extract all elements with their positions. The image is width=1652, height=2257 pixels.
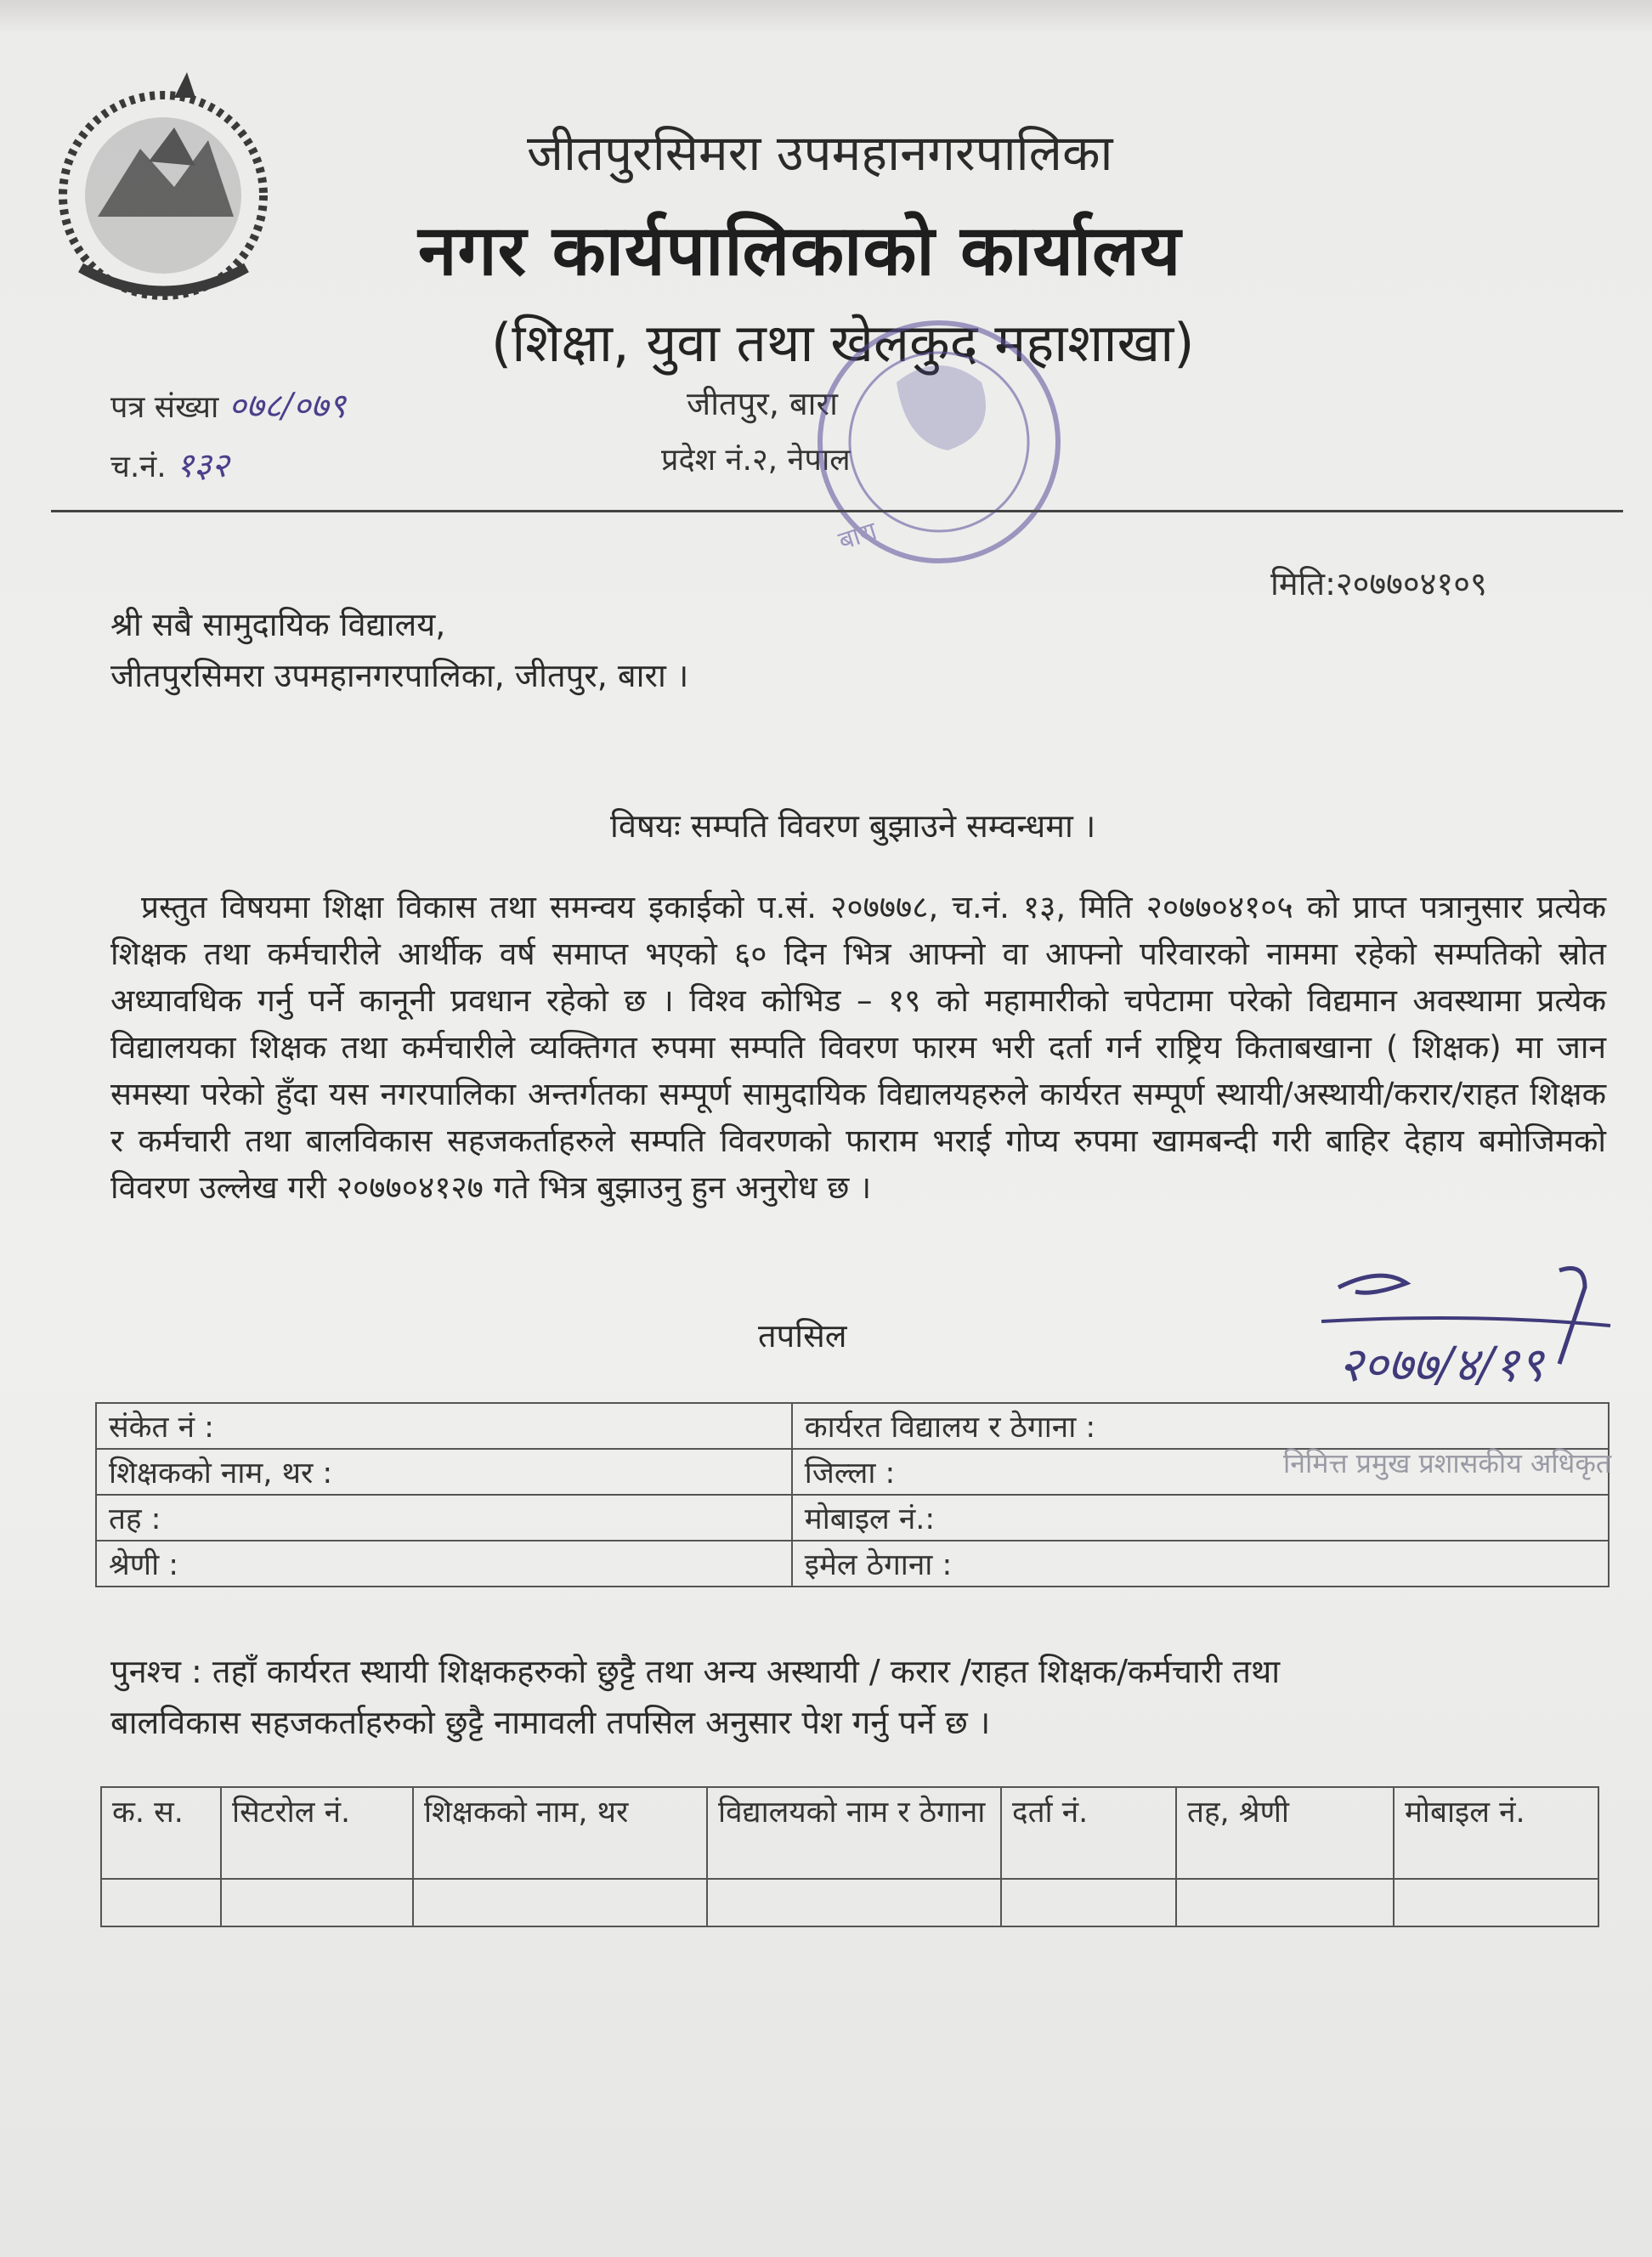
table-cell — [221, 1879, 413, 1926]
letter-date: मिति:२०७७०४१०९ — [1270, 565, 1487, 602]
place-line-1: जीतपुर, बारा — [687, 385, 838, 422]
table-row — [96, 1541, 1609, 1587]
municipality-name: जीतपुरसिमरा उपमहानगरपालिका — [527, 124, 1113, 182]
patra-value: ०७८/०७९ — [228, 387, 347, 426]
office-name: नगर कार्यपालिकाको कार्यालय — [418, 211, 1182, 291]
header-divider — [51, 510, 1623, 512]
column-header: तह, श्रेणी — [1176, 1787, 1394, 1879]
info-cell: मोबाइल नं.: — [792, 1495, 1609, 1541]
signature-date: २०७७/४/१९ — [1338, 1338, 1544, 1393]
teacher-info-table — [95, 1402, 1610, 1587]
info-cell: जिल्ला : — [792, 1449, 1609, 1495]
recipient-line-2: जीतपुरसिमरा उपमहानगरपालिका, जीतपुर, बारा । — [110, 657, 689, 694]
government-emblem-icon — [47, 68, 280, 306]
table-cell — [101, 1879, 221, 1926]
info-cell: तह : — [96, 1495, 792, 1541]
info-cell: कार्यरत विद्यालय र ठेगाना : — [792, 1403, 1609, 1449]
patra-sankhya — [110, 381, 346, 427]
svg-text:बारा: बारा — [834, 516, 881, 557]
column-header: मोबाइल नं. — [1394, 1787, 1598, 1879]
table-cell — [1394, 1879, 1598, 1926]
staff-roll-table — [100, 1786, 1599, 1927]
footnote-line-1: पुनश्च : तहाँ कार्यरत स्थायी शिक्षकहरुको छुट्टै तथा अन्य अस्थायी / करार /राहत शिक्षक/कर्मचारी तथा — [110, 1653, 1281, 1690]
table-header-row — [101, 1787, 1598, 1879]
table-cell — [413, 1879, 707, 1926]
recipient-line-1: श्री सबै सामुदायिक विद्यालय, — [110, 606, 446, 643]
department-name: (शिक्षा, युवा तथा खेलकुद महाशाखा) — [491, 312, 1195, 374]
table-cell — [707, 1879, 1001, 1926]
info-cell: श्रेणी : — [96, 1541, 792, 1587]
footnote-line-2: बालविकास सहजकर्ताहरुको छुट्टै नामावली तपसिल अनुसार पेश गर्नु पर्ने छ । — [110, 1704, 991, 1741]
tapsil-title: तपसिल — [758, 1317, 847, 1355]
officer-stamp-text: निमित्त प्रमुख प्रशासकीय अधिकृत — [1283, 1447, 1612, 1479]
chalani-label: च.नं. — [110, 450, 167, 484]
chalani-number — [110, 440, 229, 487]
info-cell: इमेल ठेगाना : — [792, 1541, 1609, 1587]
signature-image — [1304, 1262, 1627, 1398]
letter-body: प्रस्तुत विषयमा शिक्षा विकास तथा समन्वय इकाईको प.सं. २०७७७८, च.नं. १३, मिति २०७७०४१०५ को प्राप्त पत्रानुसार प्रत्येक शिक्षक तथा कर्मचारीले आर्थीक वर्ष समाप्त भएको ६० दिन भित्र आफ्नो वा आफ्नो परिवारको नाममा रहेको सम्पतिको स्रोत अध्यावधिक गर्नु पर्ने कानूनी प्रवधान रहेको छ । विश्व कोभिड – १९ को महामारीको चपेटामा परेको विद्यमान अवस्थामा प्रत्येक विद्यालयका शिक्षक तथा कर्मचारीले व्यक्तिगत रुपमा सम्पति विवरण फारम भरी दर्ता गर्न राष्ट्रिय किताबखाना ( शिक्षक) मा जान समस्या परेको हुँदा यस नगरपालिका अन्तर्गतका सम्पूर्ण सामुदायिक विद्यालयहरुले कार्यरत सम्पूर्ण स्थायी/अस्थायी/करार/राहत शिक्षक र कर्मचारी तथा बालविकास सहजकर्ताहरुले सम्पति विवरणको फाराम भराई गोप्य रुपमा खामबन्दी गरी बाहिर देहाय बमोजिमको विवरण उल्लेख गरी २०७७०४१२७ गते भित्र बुझाउनु हुन अनुरोध छ । — [110, 889, 1606, 1206]
table-row — [96, 1495, 1609, 1541]
place-line-2: प्रदेश नं.२, नेपाल — [661, 443, 851, 478]
patra-label: पत्र संख्या — [110, 390, 219, 425]
table-row — [96, 1403, 1609, 1449]
subject-line: विषयः सम्पति विवरण बुझाउने सम्वन्धमा । — [610, 807, 1096, 845]
chalani-value: १३२ — [176, 446, 229, 485]
column-header: विद्यालयको नाम र ठेगाना — [707, 1787, 1001, 1879]
info-cell: शिक्षकको नाम, थर : — [96, 1449, 792, 1495]
table-row — [101, 1879, 1598, 1926]
table-cell — [1001, 1879, 1176, 1926]
column-header: दर्ता नं. — [1001, 1787, 1176, 1879]
table-cell — [1176, 1879, 1394, 1926]
info-cell: संकेत नं : — [96, 1403, 792, 1449]
column-header: सिटरोल नं. — [221, 1787, 413, 1879]
column-header: शिक्षकको नाम, थर — [413, 1787, 707, 1879]
office-seal-stamp — [769, 314, 1092, 595]
column-header: क. स. — [101, 1787, 221, 1879]
